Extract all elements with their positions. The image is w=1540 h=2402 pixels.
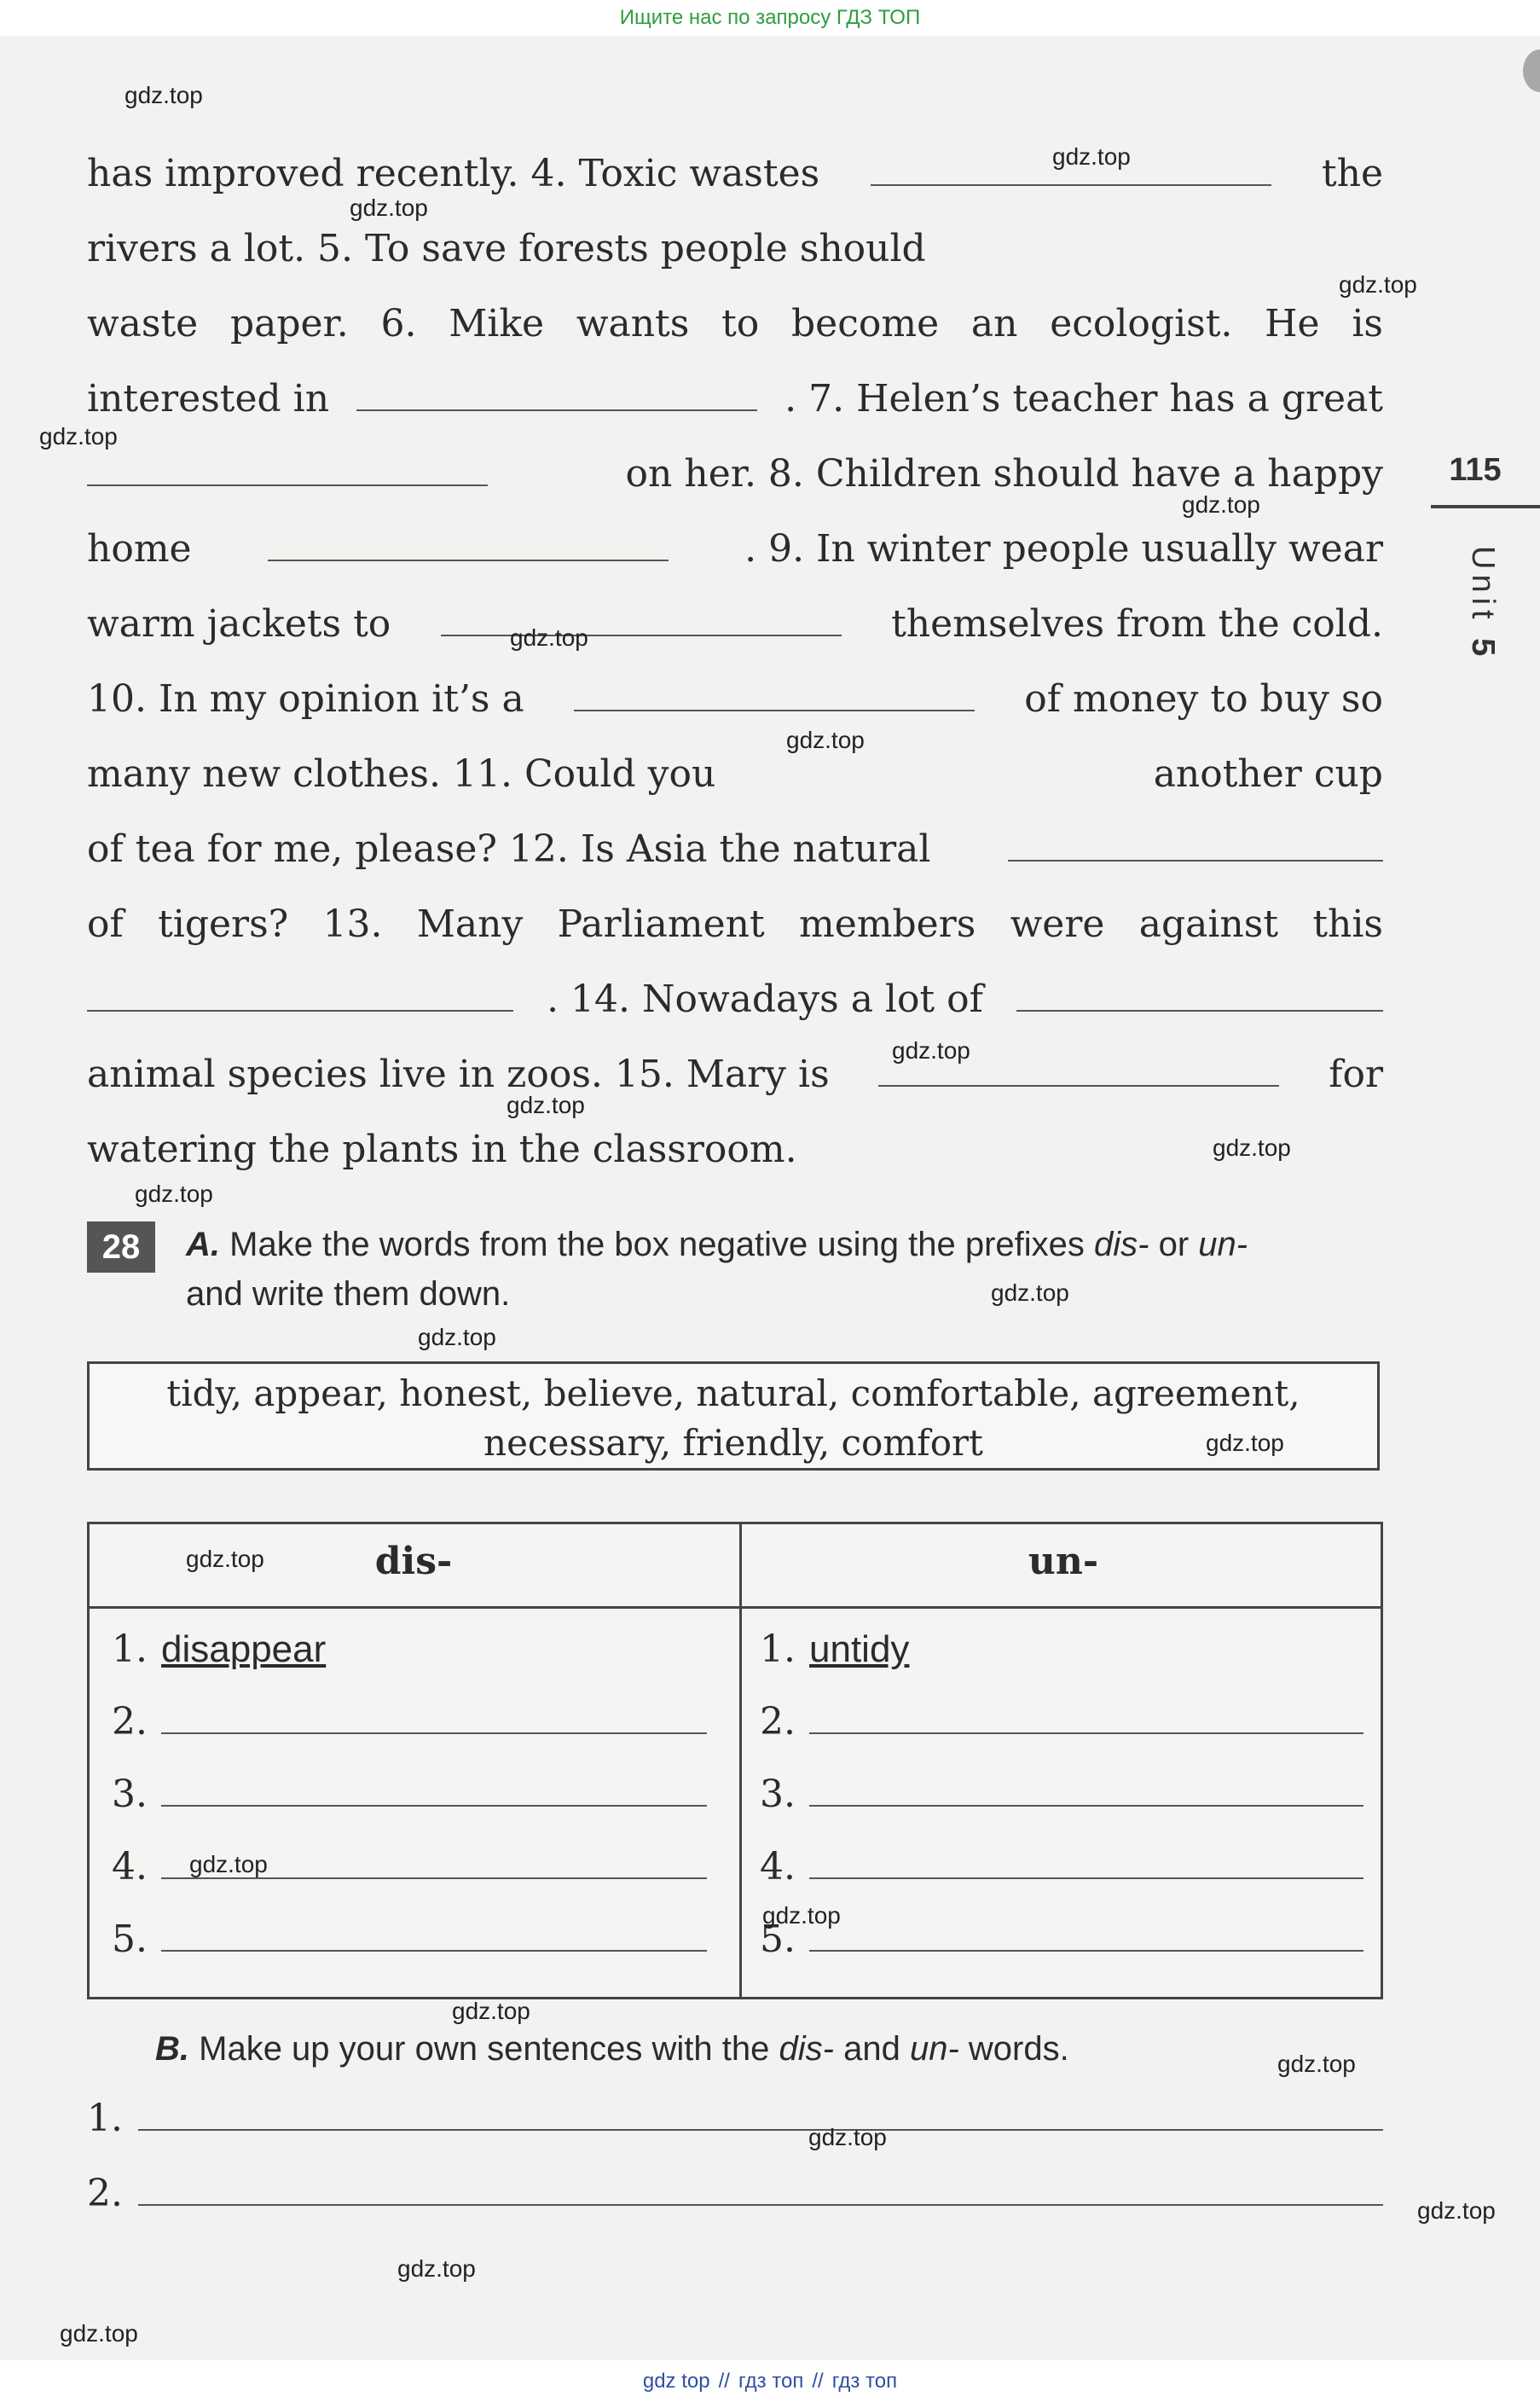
prefix-un: un- [1198, 1226, 1248, 1263]
sentence-line [87, 2092, 1383, 2160]
watermark: gdz.top [350, 194, 428, 221]
passage-text: themselves from the cold. [891, 602, 1383, 646]
dis-answer-blank[interactable] [161, 1702, 707, 1734]
watermark: gdz.top [60, 2320, 138, 2347]
watermark: gdz.top [808, 2124, 887, 2150]
table-row [760, 1620, 909, 1680]
part-b-text: Make up your own sentences with the [199, 2030, 770, 2068]
watermark: gdz.top [1206, 1430, 1284, 1456]
table-row [760, 1837, 1363, 1897]
passage-text: waste paper. 6. Mike wants to become an ecologist. He is [87, 302, 1383, 345]
watermark: gdz.top [1213, 1134, 1291, 1161]
column-header-dis: dis- [374, 1540, 453, 1583]
page-number-rule [1431, 505, 1540, 508]
passage-text: of tigers? 13. Many Parliament members were against this [87, 902, 1383, 946]
un-answer-blank[interactable] [809, 1774, 1363, 1807]
table-row [112, 1692, 707, 1752]
bottom-link[interactable]: гдз топ [831, 2370, 898, 2393]
answer-blank[interactable] [878, 1084, 1279, 1087]
row-number: 5. [112, 1918, 148, 1961]
word-box-line: necessary, friendly, comfort [483, 1422, 983, 1464]
part-a-label: A. [186, 1226, 220, 1263]
word-box [87, 1361, 1380, 1471]
passage-text: 10. In my opinion it’s a [87, 677, 524, 721]
row-number: 4. [112, 1845, 148, 1889]
watermark: gdz.top [762, 1902, 841, 1929]
watermark: gdz.top [189, 1851, 268, 1877]
watermark: gdz.top [991, 1279, 1069, 1306]
dis-answer-blank[interactable] [161, 1919, 707, 1952]
bottom-banner [0, 2360, 1540, 2402]
table-header-rule [90, 1606, 1381, 1609]
passage-text: animal species live in zoos. 15. Mary is [87, 1053, 830, 1096]
passage-text: many new clothes. 11. Could you [87, 752, 716, 796]
watermark: gdz.top [507, 1092, 585, 1118]
passage-line [87, 587, 1383, 662]
passage-text: on her. 8. Children should have a happy [625, 452, 1383, 496]
watermark: gdz.top [135, 1181, 213, 1207]
passage-line [87, 737, 1383, 812]
watermark: gdz.top [1052, 143, 1131, 170]
exercise-instruction [186, 1220, 1383, 1319]
passage-text: of tea for me, please? 12. Is Asia the natural [87, 827, 931, 871]
bottom-link[interactable]: гдз топ [738, 2370, 804, 2393]
answer-blank[interactable] [871, 183, 1271, 186]
sentence-answer-blank[interactable] [138, 2167, 1383, 2206]
passage-text: . 7. Helen’s teacher has a great [784, 377, 1383, 421]
passage-text: interested in [87, 377, 330, 421]
answer-blank[interactable] [574, 709, 975, 711]
watermark: gdz.top [1339, 271, 1417, 298]
unit-label-text: Unit [1465, 546, 1501, 624]
table-row [760, 1910, 1363, 1970]
dis-answer-blank[interactable] [161, 1774, 707, 1807]
passage-text: for [1329, 1053, 1383, 1096]
part-b-text-2: words. [968, 2030, 1069, 2068]
table-row [112, 1765, 707, 1825]
row-number: 1. [112, 1627, 148, 1671]
part-b-dis: dis- [779, 2030, 834, 2068]
watermark: gdz.top [186, 1546, 264, 1572]
column-header-un: un- [1028, 1540, 1099, 1583]
watermark: gdz.top [124, 82, 203, 108]
watermark: gdz.top [786, 727, 865, 753]
un-answer[interactable]: untidy [809, 1628, 910, 1670]
answer-blank[interactable] [356, 409, 757, 411]
unit-label [1450, 546, 1501, 717]
passage-text: has improved recently. 4. Toxic wastes [87, 152, 820, 195]
un-answer-blank[interactable] [809, 1847, 1363, 1879]
answer-blank[interactable] [441, 634, 842, 636]
passage-text: the [1321, 152, 1383, 195]
passage-text: rivers a lot. 5. To save forests people should [87, 227, 926, 270]
passage-text: . 9. In winter people usually wear [744, 527, 1383, 571]
passage-line [87, 1112, 1383, 1187]
row-number: 2. [112, 1700, 148, 1743]
passage-text: . 14. Nowadays a lot of [547, 978, 983, 1021]
passage-text: of money to buy so [1024, 677, 1383, 721]
answer-blank[interactable] [1016, 1009, 1383, 1012]
passage-line [87, 662, 1383, 737]
passage-text: warm jackets to [87, 602, 391, 646]
part-b-un: un- [909, 2030, 959, 2068]
watermark: gdz.top [510, 624, 588, 651]
table-divider [739, 1524, 742, 1997]
exercise-number: 28 [87, 1221, 155, 1273]
sentence-line [87, 2167, 1383, 2235]
sentence-answer-blank[interactable] [138, 2092, 1383, 2131]
passage-text: home [87, 527, 192, 571]
table-row [760, 1692, 1363, 1752]
passage-line [87, 962, 1383, 1037]
row-number: 1. [760, 1627, 796, 1671]
watermark: gdz.top [1182, 491, 1260, 518]
table-row [112, 1910, 707, 1970]
row-number: 3. [760, 1772, 796, 1816]
part-a-text-2: and write them down. [186, 1275, 511, 1313]
part-a-or: or [1158, 1226, 1190, 1263]
un-answer-blank[interactable] [809, 1702, 1363, 1734]
answer-blank[interactable] [268, 559, 669, 561]
table-row [112, 1620, 326, 1680]
watermark: gdz.top [892, 1037, 970, 1064]
passage-text: watering the plants in the classroom. [87, 1128, 797, 1171]
sentence-number: 2. [87, 2172, 123, 2215]
answer-table [87, 1522, 1383, 1999]
passage-line [87, 812, 1383, 887]
watermark: gdz.top [397, 2255, 476, 2282]
watermark: gdz.top [418, 1324, 496, 1350]
row-number: 2. [760, 1700, 796, 1743]
table-row [760, 1765, 1363, 1825]
row-number: 3. [112, 1772, 148, 1816]
word-box-line: tidy, appear, honest, believe, natural, comfortable, agreement, [166, 1372, 1300, 1414]
passage-line [87, 362, 1383, 437]
part-b-and: and [843, 2030, 900, 2068]
un-answer-blank[interactable] [809, 1919, 1363, 1952]
passage-line [87, 887, 1383, 962]
answer-blank[interactable] [87, 484, 488, 486]
bottom-separator: // [812, 2370, 824, 2393]
bottom-separator: // [718, 2370, 730, 2393]
page-number: 115 [1449, 452, 1502, 488]
sentence-number: 1. [87, 2097, 123, 2140]
row-number: 4. [760, 1845, 796, 1889]
row-number: 5. [760, 1918, 796, 1961]
bottom-link[interactable]: gdz top [642, 2370, 710, 2393]
passage-line [87, 136, 1383, 212]
part-b-label: B. [155, 2030, 189, 2068]
watermark: gdz.top [39, 423, 118, 450]
exercise-27-passage [87, 136, 1383, 1187]
passage-line [87, 1037, 1383, 1112]
watermark: gdz.top [1417, 2197, 1496, 2224]
prefix-dis: dis- [1094, 1226, 1149, 1263]
passage-line [87, 512, 1383, 587]
part-a-text: Make the words from the box negative using the prefixes [229, 1226, 1085, 1263]
watermark: gdz.top [452, 1998, 530, 2024]
passage-text: another cup [1153, 752, 1383, 796]
part-b-instruction [155, 2023, 1383, 2074]
passage-line [87, 212, 1383, 287]
unit-number: 5 [1465, 638, 1501, 662]
dis-answer[interactable]: disappear [161, 1628, 327, 1670]
top-banner[interactable]: Ищите нас по запросу ГДЗ ТОП [0, 0, 1540, 36]
answer-blank[interactable] [1008, 859, 1383, 862]
answer-blank[interactable] [87, 1009, 513, 1012]
passage-line [87, 287, 1383, 362]
watermark: gdz.top [1277, 2051, 1356, 2077]
